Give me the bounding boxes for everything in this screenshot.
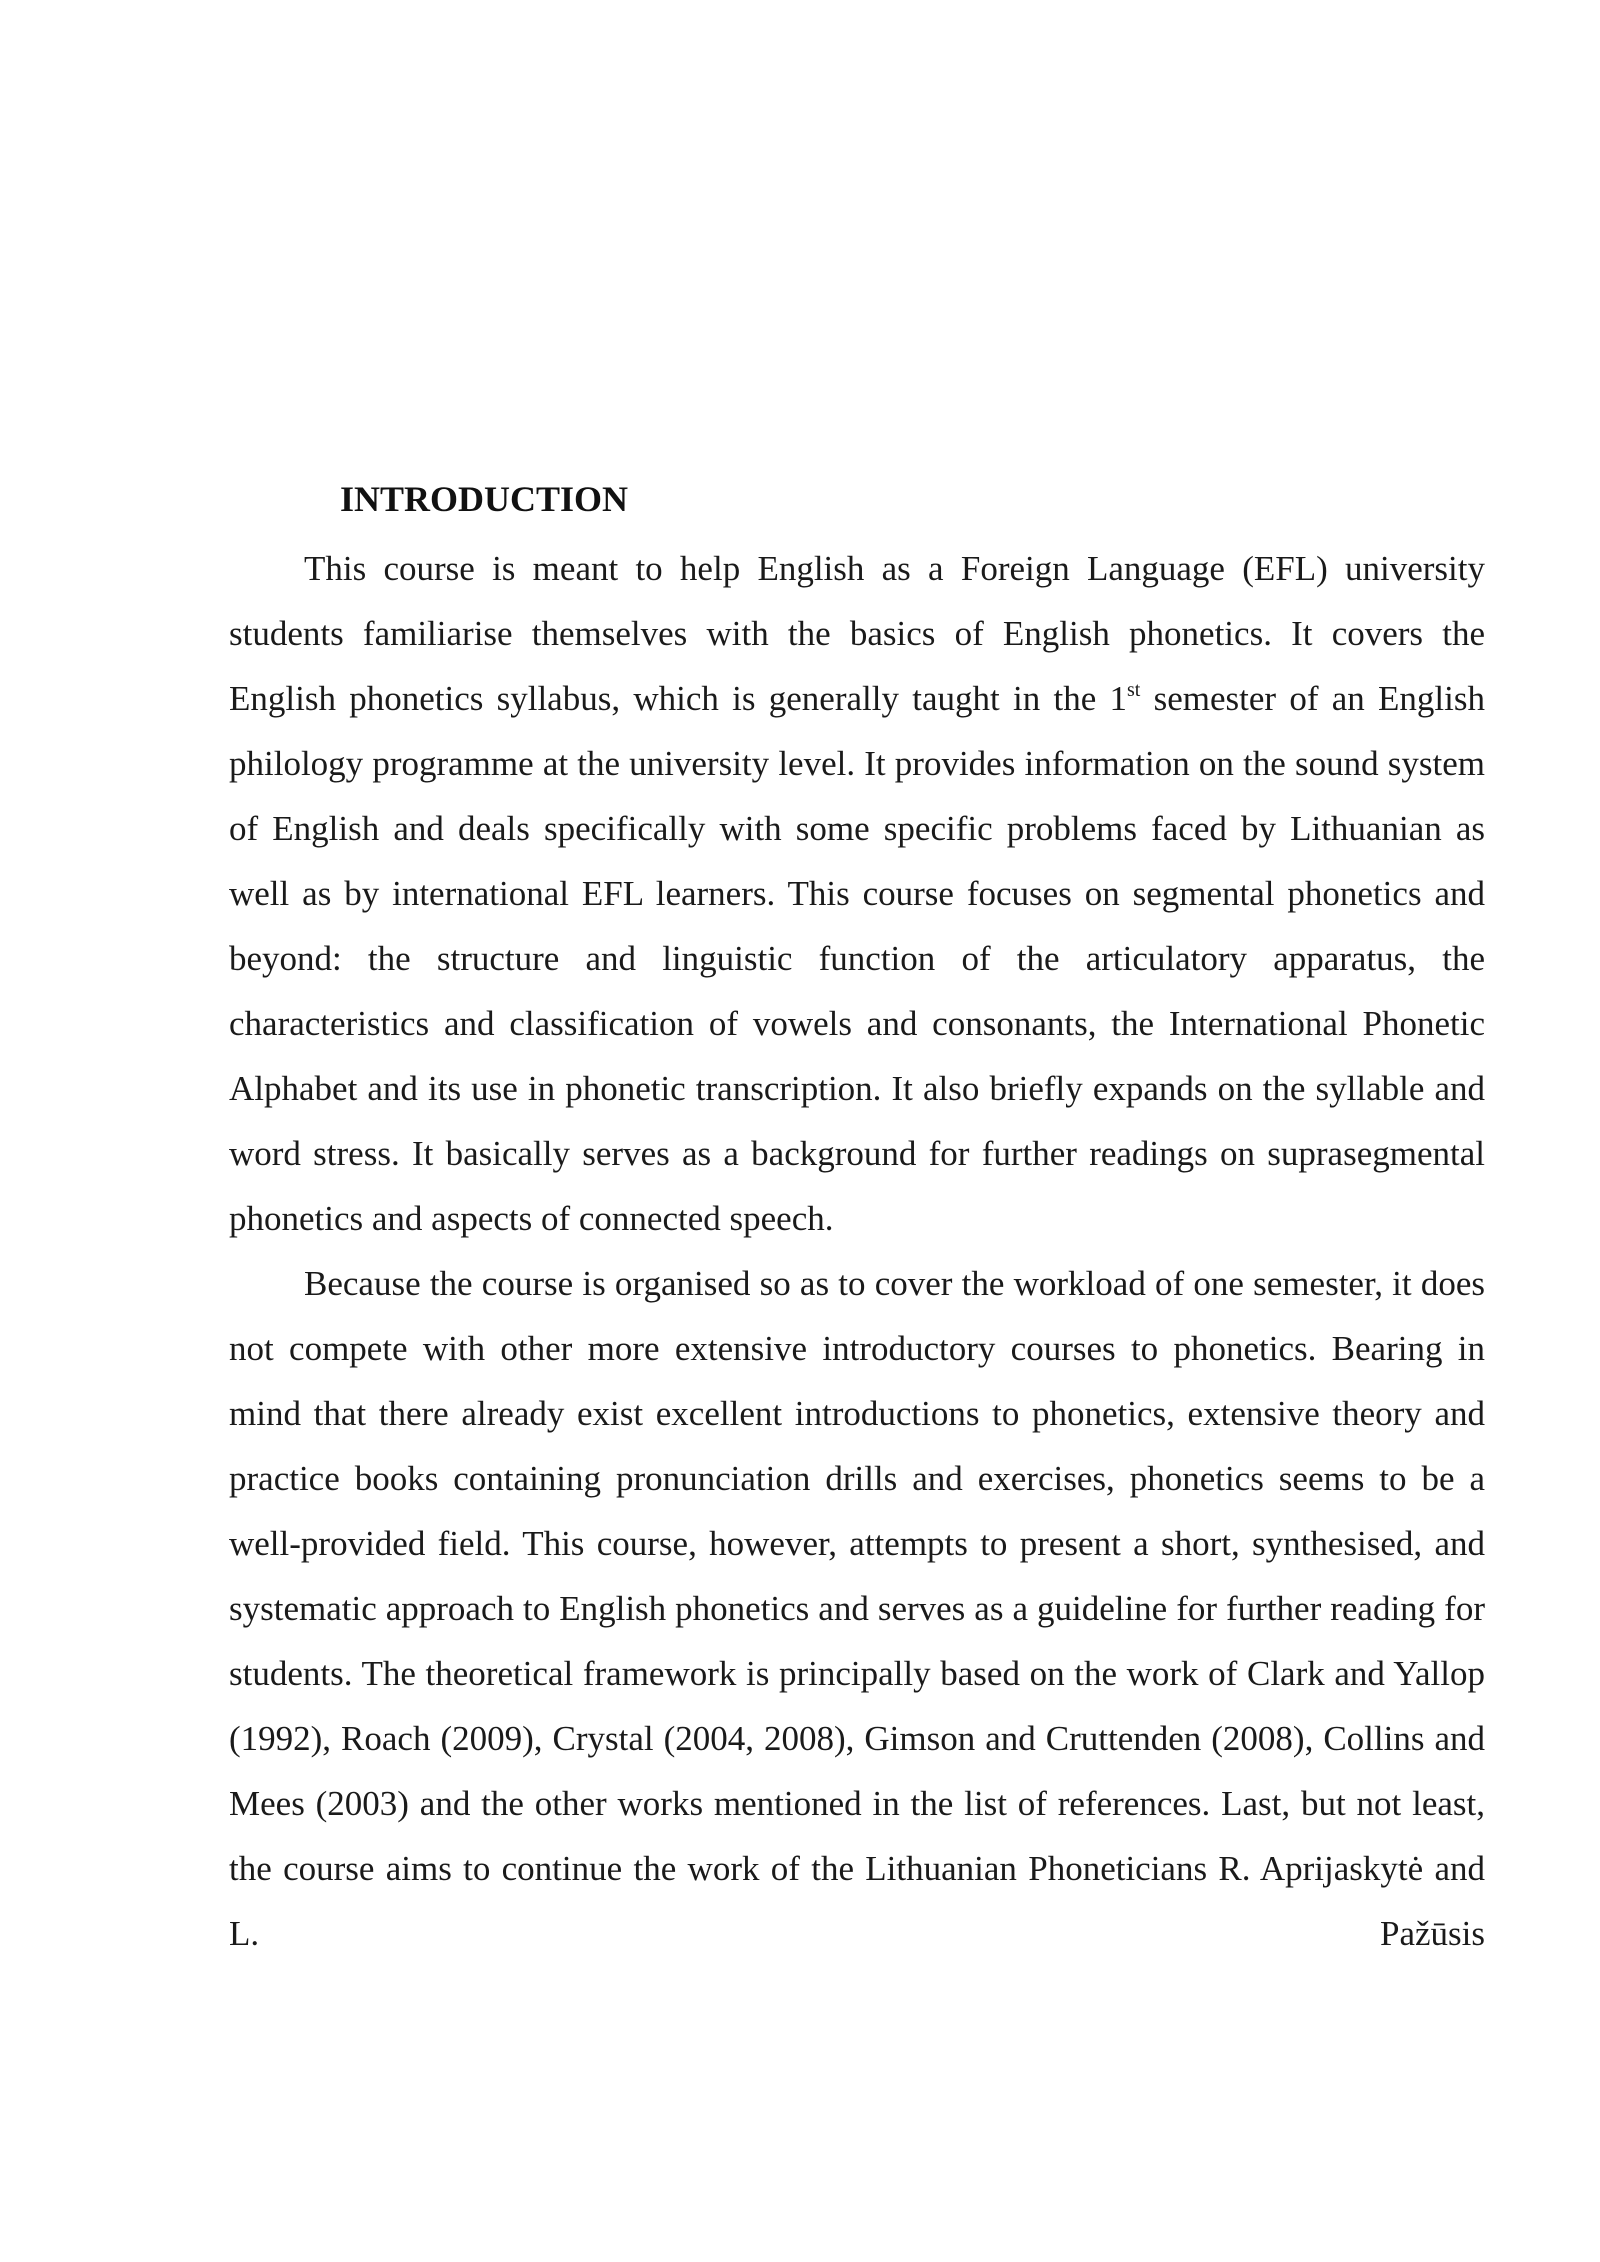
paragraph-2: Because the course is organised so as to cover the workload of one semester, it does not compete with other more extensive introductory courses to phonetics. Bearing in mind that there already exist excellent introductions to phonetics, extensive theory and practice books containing pronunciation drills and exercises, phonetics seems to be a well-provided field. This course, however, attempts to present a short, synthesised, and systematic approach to English phonetics and serves as a guideline for further reading for students. The theoretical framework is principally based on the work of Clark and Yallop (1992), Roach (2009), Crystal (2004, 2008), Gimson and Cruttenden (2008), Collins and Mees (2003) and the other works mentioned in the list of references. Last, but not least, the course aims to continue the work of the Lithuanian Phoneticians R. Aprijaskytė and L. Pažūsis bbox=[229, 1264, 1485, 1953]
body-text bbox=[229, 536, 1485, 1966]
paragraph-1-text-a: This course is meant to help English as a Foreign Language (EFL) university students familiarise themselves with the basics of English phonetics. It covers the English phonetics syllabus, which is generally taught in the 1 bbox=[229, 549, 1485, 718]
paragraph-1 bbox=[229, 536, 1485, 1251]
section-heading: INTRODUCTION bbox=[340, 479, 629, 519]
paragraph-1-text-b: semester of an English philology programme at the university level. It provides information on the sound system of English and deals specifically with some specific problems faced by Lithuanian as well as by international EFL learners. This course focuses on segmental phonetics and beyond: the structure and linguistic function of the articulatory apparatus, the characteristics and classification of vowels and consonants, the International Phonetic Alphabet and its use in phonetic transcription. It also briefly expands on the syllable and word stress. It basically serves as a background for further readings on suprasegmental phonetics and aspects of connected speech. bbox=[229, 679, 1485, 1238]
ordinal-superscript: st bbox=[1127, 679, 1141, 701]
